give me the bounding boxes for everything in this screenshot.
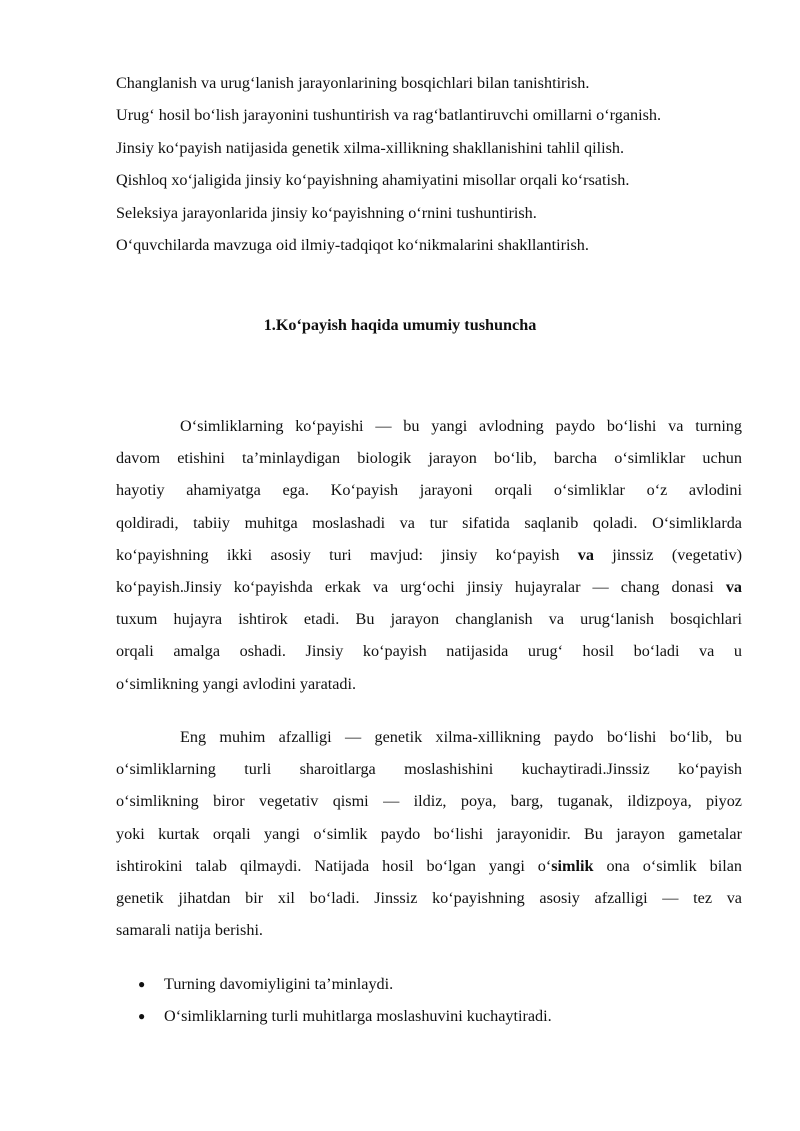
paragraph-line: davom etishini ta’minlaydigan biologik jarayon bo‘lib, barcha o‘simliklar uchun (116, 449, 742, 468)
goal-line: Jinsiy ko‘payish natijasida genetik xilma-xillikning shakllanishini tahlil qilish. (116, 139, 625, 157)
bullet-list (116, 968, 742, 1032)
list-item-text: Turning davomiyligini ta’minlaydi. (164, 975, 394, 993)
paragraph-line: o‘simlikning yangi avlodini yaratadi. (116, 674, 357, 693)
text-run: ona o‘simlik bilan (593, 856, 742, 875)
paragraph-line (116, 571, 742, 603)
paragraph-line: o‘simliklarning turli sharoitlarga moslashishini kuchaytiradi.Jinssiz ko‘payish (116, 760, 742, 779)
section-heading: 1.Ko‘payish haqida umumiy tushuncha (263, 316, 537, 334)
text-run: ko‘payishning ikki asosiy turi mavjud: jinsiy ko‘payish (116, 545, 578, 564)
goal-line: O‘quvchilarda mavzuga oid ilmiy-tadqiqot ko‘nikmalarini shakllantirish. (116, 236, 589, 254)
list-item (116, 1000, 742, 1032)
paragraph-line: tuxum hujayra ishtirok etadi. Bu jarayon changlanish va urug‘lanish bosqichlari (116, 610, 742, 629)
bold-run: va (725, 577, 742, 596)
bold-run: simlik (551, 856, 594, 875)
goal-line: Qishloq xo‘jaligida jinsiy ko‘payishning ahamiyatini misollar orqali ko‘rsatish. (116, 171, 630, 189)
list-item (116, 968, 742, 1000)
paragraph-line: o‘simlikning biror vegetativ qismi — ildiz, poya, barg, tuganak, ildizpoya, piyoz (116, 792, 742, 811)
goal-line: Changlanish va urug‘lanish jarayonlarining bosqichlari bilan tanishtirish. (116, 74, 590, 92)
paragraph-line: O‘simliklarning ko‘payishi — bu yangi avlodning paydo bo‘lishi va turning (180, 417, 742, 435)
paragraph-line: samarali natija berishi. (116, 921, 263, 940)
paragraph-line: orqali amalga oshadi. Jinsiy ko‘payish natijasida urug‘ hosil bo‘ladi va u (116, 642, 742, 661)
paragraph-2 (116, 721, 742, 946)
paragraph-line: qoldiradi, tabiiy muhitga moslashadi va tur sifatida saqlanib qoladi. O‘simliklarda (116, 513, 742, 532)
paragraph-1 (116, 410, 742, 700)
text-run: jinssiz (vegetativ) (593, 545, 742, 564)
paragraph-line: yoki kurtak orqali yangi o‘simlik paydo bo‘lishi jarayonidir. Bu jarayon gametalar (116, 824, 742, 843)
text-run: ko‘payish.Jinsiy ko‘payishda erkak va urg‘ochi jinsiy hujayralar — chang donasi (116, 577, 726, 596)
bullet-icon: ● (138, 977, 146, 991)
goal-line: Urug‘ hosil bo‘lish jarayonini tushuntirish va rag‘batlantiruvchi omillarni o‘rganish. (116, 106, 662, 124)
bold-run: va (577, 545, 594, 564)
paragraph-line (116, 850, 742, 882)
goal-line: Seleksiya jarayonlarida jinsiy ko‘payishning o‘rnini tushuntirish. (116, 204, 537, 222)
bullet-icon: ● (138, 1009, 146, 1023)
paragraph-line: genetik jihatdan bir xil bo‘ladi. Jinssiz ko‘payishning asosiy afzalligi — tez va (116, 888, 742, 907)
list-item-text: O‘simliklarning turli muhitlarga moslashuvini kuchaytiradi. (164, 1007, 552, 1025)
text-run: ishtirokini talab qilmaydi. Natijada hosil bo‘lgan yangi o‘ (116, 856, 552, 875)
paragraph-line: hayotiy ahamiyatga ega. Ko‘payish jarayoni orqali o‘simliklar o‘z avlodini (116, 481, 742, 500)
paragraph-line (116, 539, 742, 571)
paragraph-line: Eng muhim afzalligi — genetik xilma-xillikning paydo bo‘lishi bo‘lib, bu (180, 728, 742, 746)
